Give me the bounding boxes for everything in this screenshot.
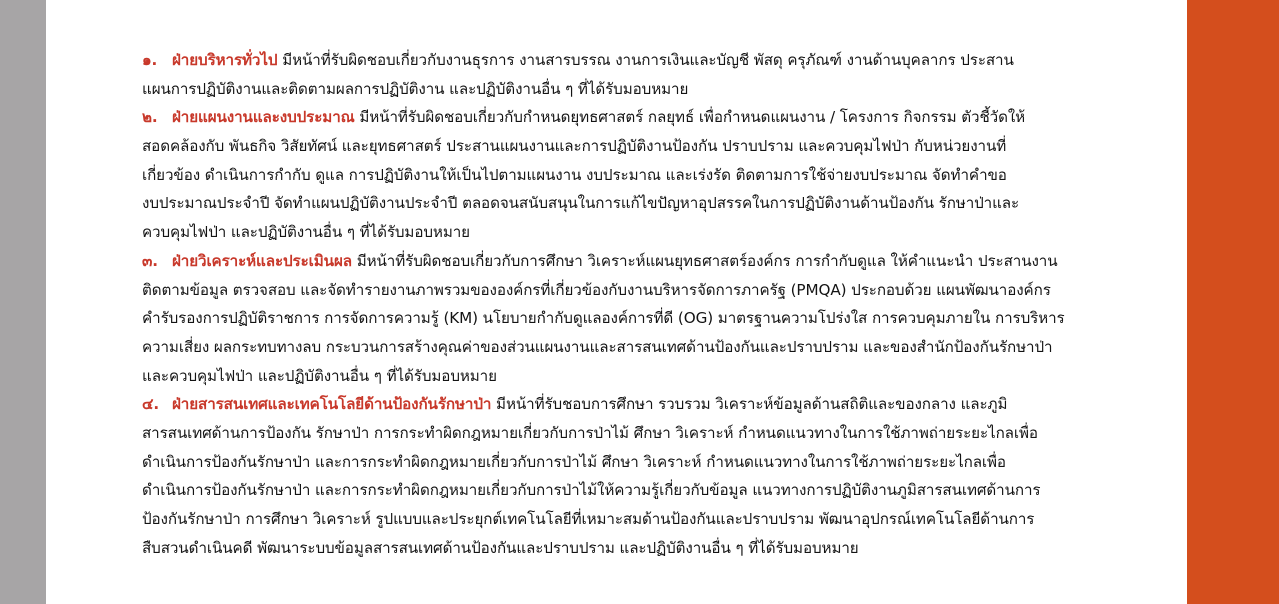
section-4-heading: ฝ่ายสารสนเทศและเทคโนโลยีด้านป้องกันรักษาป่า [172, 395, 492, 414]
right-accent-bar [1187, 0, 1279, 604]
section-3-line-1 [142, 247, 1142, 276]
section-4-text: มีหน้าที่รับชอบการศึกษา รวบรวม วิเคราะห์ข้อมูลด้านสถิติและของกลาง และภูมิ [496, 395, 1008, 414]
section-1-heading: ฝ่ายบริหารทั่วไป [172, 51, 278, 69]
section-1-line-2: แผนการปฏิบัติงานและติดตามผลการปฏิบัติงาน และปฏิบัติงานอื่น ๆ ที่ได้รับมอบหมาย [142, 79, 689, 98]
section-4-line-3: ดำเนินการป้องกันรักษาป่า และการกระทำผิดกฎหมายเกี่ยวกับการป่าไม้ ศึกษา วิเคราะห์ กำหนดแนวทางในการใช้ภาพถ่ายระยะไกลเพื่อ [142, 452, 1006, 471]
section-2-heading: ฝ่ายแผนงานและงบประมาณ [172, 108, 355, 127]
section-3-line-3: คำรับรองการปฏิบัติราชการ การจัดการความรู้ (KM) นโยบายกำกับดูแลองค์การที่ดี (OG) มาตรฐานความโปร่งใส การควบคุมภายใน การบริหาร [142, 309, 1065, 328]
section-3-heading: ฝ่ายวิเคราะห์และประเมินผล [172, 251, 352, 270]
section-2-line-4: งบประมาณประจำปี จัดทำแผนปฏิบัติงานประจำปี ตลอดจนสนับสนุนในการแก้ไขปัญหาอุปสรรคในการปฏิบัติงานด้านป้องกัน รักษาป่าและ [142, 194, 1020, 213]
section-2-line-3: เกี่ยวข้อง ดำเนินการกำกับ ดูแล การปฏิบัติงานให้เป็นไปตามแผนงาน งบประมาณ และเร่งรัด ติดตามการใช้จ่ายงบประมาณ จัดทำคำขอ [142, 165, 1007, 184]
section-2-number: ๒. [142, 108, 158, 127]
section-1-number: ๑. [142, 51, 158, 69]
section-4-number: ๔. [142, 395, 160, 414]
section-3-text: มีหน้าที่รับผิดชอบเกี่ยวกับการศึกษา วิเคราะห์แผนยุทธศาสตร์องค์กร การกำกับดูแล ให้คำแนะนำ ประสานงาน [356, 251, 1058, 270]
document-body [142, 46, 1142, 562]
left-accent-bar [0, 0, 46, 604]
section-3-number: ๓. [142, 251, 158, 270]
section-3-line-5: และควบคุมไฟป่า และปฏิบัติงานอื่น ๆ ที่ได้รับมอบหมาย [142, 366, 497, 385]
section-1-line-1 [142, 46, 1142, 75]
section-4-line-1 [142, 390, 1142, 419]
section-2-line-2: สอดคล้องกับ พันธกิจ วิสัยทัศน์ และยุทธศาสตร์ ประสานแผนงานและการปฏิบัติงานป้องกัน ปราบปราม และควบคุมไฟป่า กับหน่วยงานที่ [142, 137, 1007, 156]
section-3-line-2: ติดตามข้อมูล ตรวจสอบ และจัดทำรายงานภาพรวมขององค์กรที่เกี่ยวข้องกับงานบริหารจัดการภาครัฐ (PMQA) ประกอบด้วย แผนพัฒนาองค์กร [142, 280, 1051, 299]
section-1-text: มีหน้าที่รับผิดชอบเกี่ยวกับงานธุรการ งานสารบรรณ งานการเงินและบัญชี พัสดุ ครุภัณฑ์ งานด้านบุคลากร ประสาน [282, 51, 1014, 69]
section-2-line-5: ควบคุมไฟป่า และปฏิบัติงานอื่น ๆ ที่ได้รับมอบหมาย [142, 223, 470, 242]
section-4-line-4: ดำเนินการป้องกันรักษาป่า และการกระทำผิดกฎหมายเกี่ยวกับการป่าไม้ให้ความรู้เกี่ยวกับข้อมูล แนวทางการปฏิบัติงานภูมิสารสนเทศด้านการ [142, 481, 1041, 500]
section-4-line-5: ป้องกันรักษาป่า การศึกษา วิเคราะห์ รูปแบบและประยุกต์เทคโนโลยีที่เหมาะสมด้านป้องกันและปราบปราม พัฒนาอุปกรณ์เทคโนโลยีด้านการ [142, 510, 1035, 528]
section-4-line-2: สารสนเทศด้านการป้องกัน รักษาป่า การกระทำผิดกฎหมายเกี่ยวกับการป่าไม้ ศึกษา วิเคราะห์ กำหนดแนวทางในการใช้ภาพถ่ายระยะไกลเพื่อ [142, 423, 1038, 442]
section-4-line-6: สืบสวนดำเนินคดี พัฒนาระบบข้อมูลสารสนเทศด้านป้องกันและปราบปราม และปฏิบัติงานอื่น ๆ ที่ได้รับมอบหมาย [142, 538, 859, 557]
section-3-line-4: ความเสี่ยง ผลกระทบทางลบ กระบวนการสร้างคุณค่าของส่วนแผนงานและสารสนเทศด้านป้องกันและปราบปราม และของสำนักป้องกันรักษาป่า [142, 337, 1053, 356]
section-2-line-1 [142, 103, 1142, 132]
section-2-text: มีหน้าที่รับผิดชอบเกี่ยวกับกำหนดยุทธศาสตร์ กลยุทธ์ เพื่อกำหนดแผนงาน / โครงการ กิจกรรม ตัวชี้วัดให้ [359, 108, 1026, 127]
